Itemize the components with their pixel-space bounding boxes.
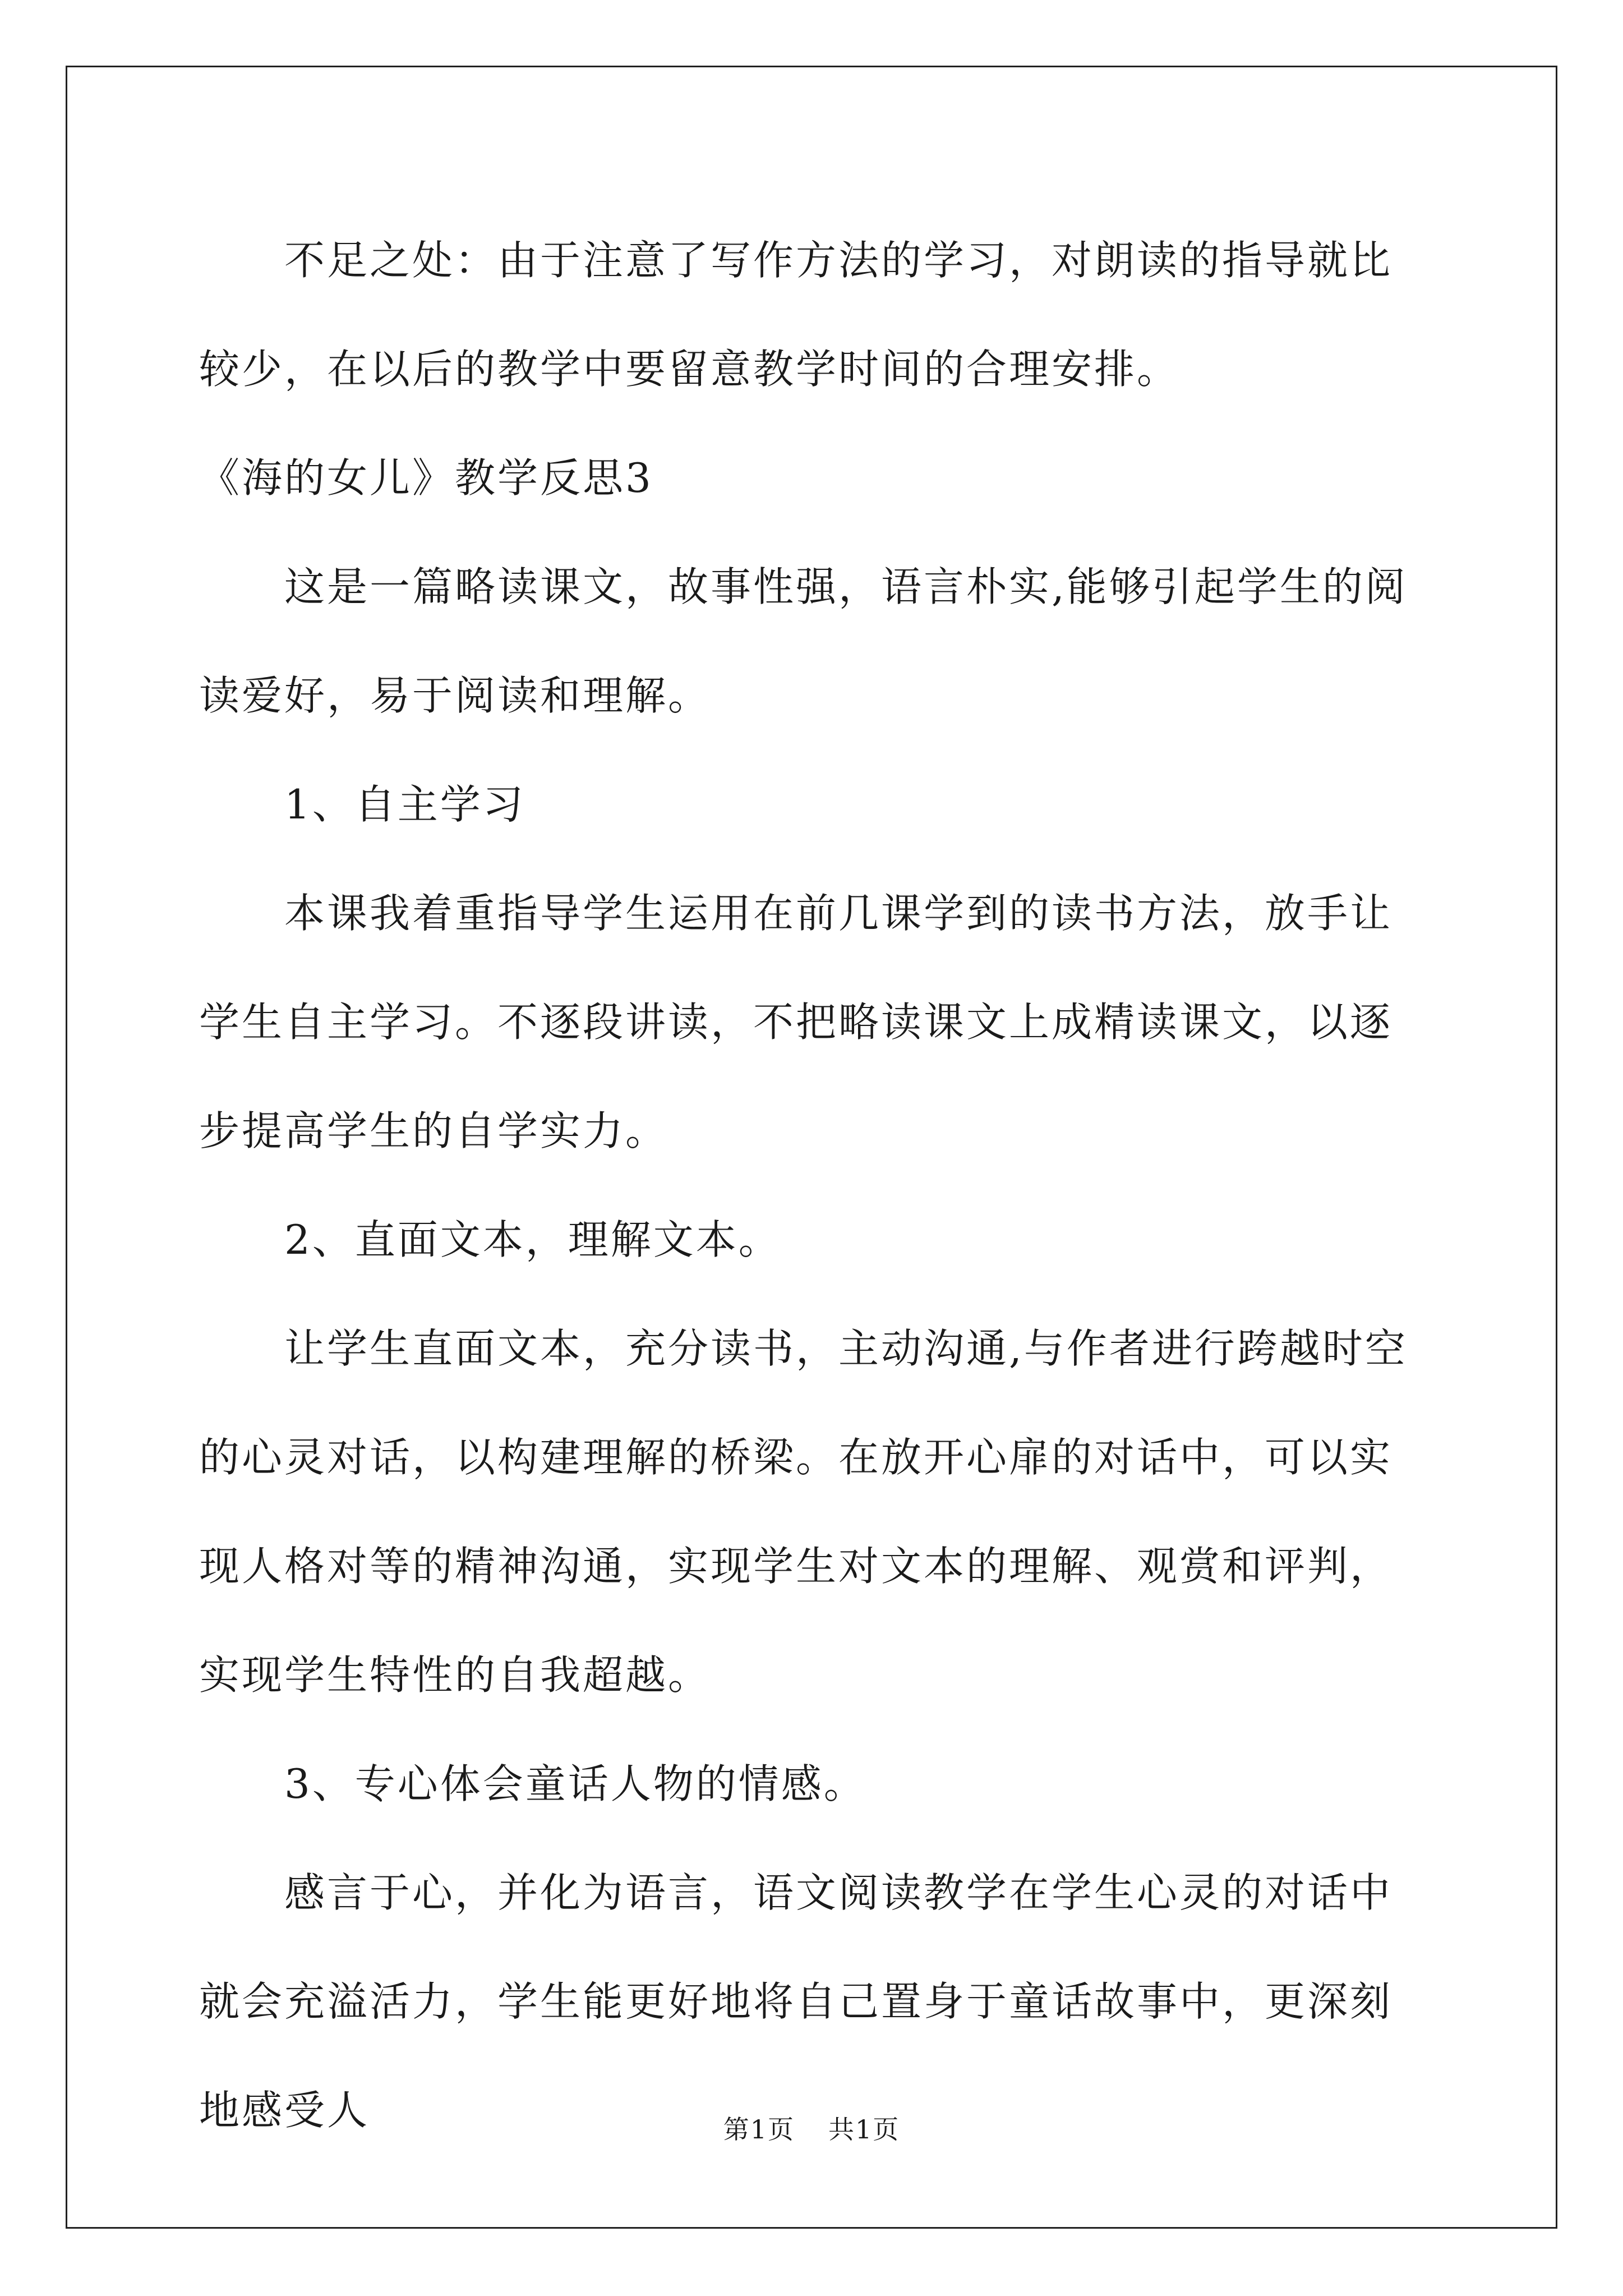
section-heading: 《海的女儿》教学反思3 [199, 454, 653, 501]
paragraph-point-3: 感言于心，并化为语言，语文阅读教学在学生心灵的对话中就会充溢活力，学生能更好地将自己置身于童话故事中，更深刻地感受人 [199, 1869, 1393, 2134]
point-heading-1: 1、自主学习 [284, 781, 525, 828]
paragraph-shortcomings: 不足之处：由于注意了写作方法的学习，对朗读的指导就比较少，在以后的教学中要留意教学时间的合理安排。 [199, 237, 1393, 393]
paragraph-point-1: 本课我着重指导学生运用在前几课学到的读书方法，放手让学生自主学习。不逐段讲读，不把略读课文上成精读课文，以逐步提高学生的自学实力。 [199, 890, 1393, 1154]
paragraph-intro: 这是一篇略读课文，故事性强，语言朴实,能够引起学生的阅读爱好，易于阅读和理解。 [199, 563, 1408, 719]
page-footer [0, 2109, 1623, 2146]
paragraph-point-2: 让学生直面文本，充分读书，主动沟通,与作者进行跨越时空的心灵对话，以构建理解的桥梁。在放开心扉的对话中，可以实现人格对等的精神沟通，实现学生对文本的理解、观赏和评判，实现学生特性的自我超越。 [199, 1325, 1408, 1699]
point-heading-3: 3、专心体会童话人物的情感。 [284, 1760, 866, 1807]
point-heading-2: 2、直面文本，理解文本。 [284, 1216, 781, 1263]
page-number: 第1页 [723, 2114, 795, 2145]
document-body [199, 206, 1427, 2165]
page-total: 共1页 [828, 2114, 900, 2145]
